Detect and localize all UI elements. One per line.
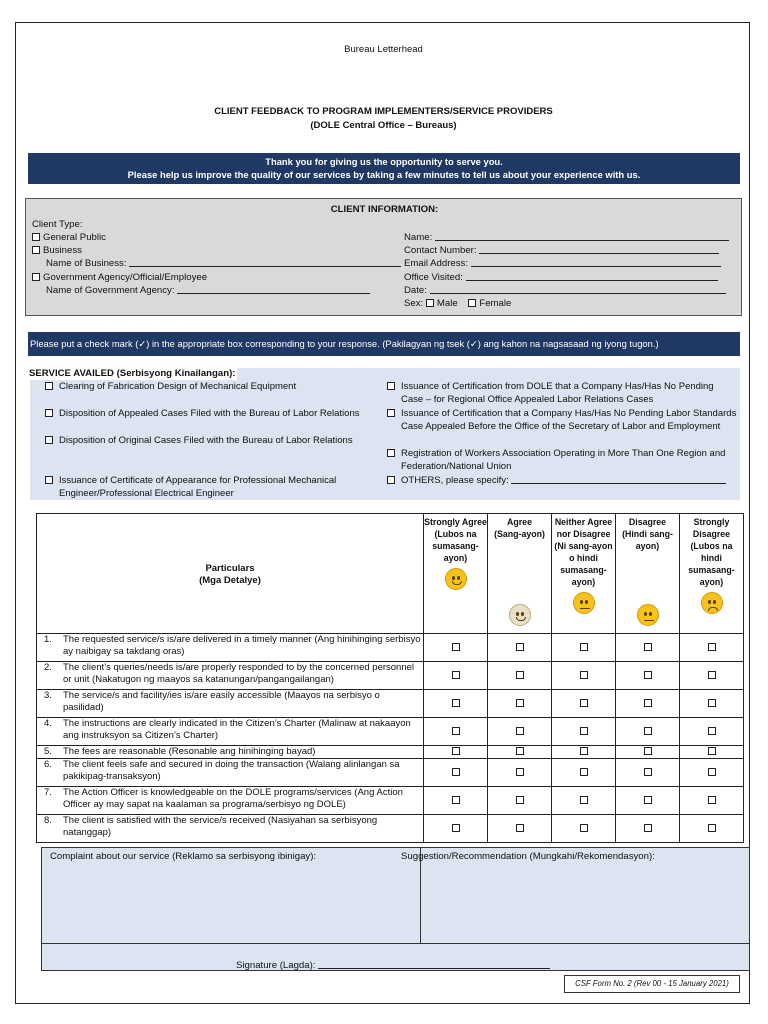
female-checkbox[interactable] [468, 299, 476, 307]
strongly-agree-header: Strongly Agree (Lubos na sumasang-ayon) [424, 514, 488, 634]
item-number: 2. [44, 662, 52, 673]
particular-cell [37, 634, 424, 662]
instruction-banner: Please put a check mark (✓) in the appropriate box corresponding to your response. (Pakilagyan ng tsek (✓) ang kahon na nagsasaad ng iyong tugon.) [28, 332, 740, 356]
rating-cell [680, 662, 744, 690]
rating-cell [616, 815, 680, 843]
rating-cell [488, 634, 552, 662]
suggestion-input[interactable] [426, 864, 744, 940]
table-row [37, 759, 744, 787]
rating-checkbox[interactable] [708, 727, 716, 735]
rating-checkbox[interactable] [644, 747, 652, 755]
rating-checkbox[interactable] [580, 727, 588, 735]
checkbox[interactable] [387, 409, 395, 417]
rating-checkbox[interactable] [708, 747, 716, 755]
rating-cell [616, 787, 680, 815]
rating-checkbox[interactable] [580, 768, 588, 776]
signature-field[interactable]: Signature (Lagda): [236, 959, 550, 972]
rating-checkbox[interactable] [708, 824, 716, 832]
rating-checkbox[interactable] [580, 796, 588, 804]
rating-checkbox[interactable] [516, 768, 524, 776]
client-type-business[interactable]: Business [32, 244, 82, 257]
rating-cell [552, 787, 616, 815]
rating-checkbox[interactable] [644, 768, 652, 776]
item-number: 4. [44, 718, 52, 729]
rating-cell [616, 718, 680, 746]
rating-cell [552, 718, 616, 746]
item-text: The client’s queries/needs is/are properly responded to by the concerned personnel or unit (Nakatugon ng maayos sa katanungan/pangangailangan) [63, 662, 415, 685]
checkbox[interactable] [32, 246, 40, 254]
rating-checkbox[interactable] [708, 643, 716, 651]
form-subtitle: (DOLE Central Office – Bureaus) [310, 120, 457, 131]
checkbox[interactable] [45, 382, 53, 390]
table-row [37, 690, 744, 718]
rating-cell [488, 690, 552, 718]
rating-checkbox[interactable] [516, 747, 524, 755]
item-number: 7. [44, 787, 52, 798]
rating-cell [616, 690, 680, 718]
item-text: The client is satisfied with the service/s received (Nasiyahan sa serbisyong natanggap) [63, 815, 378, 838]
checkbox[interactable] [45, 409, 53, 417]
letterhead: Bureau Letterhead [344, 44, 423, 55]
table-row [37, 662, 744, 690]
rating-cell [680, 690, 744, 718]
form-number: CSF Form No. 2 (Rev 00 - 15 January 2021) [564, 975, 740, 993]
name-field[interactable]: Name: [404, 231, 729, 244]
rating-checkbox[interactable] [580, 699, 588, 707]
office-visited-field[interactable]: Office Visited: [404, 271, 718, 284]
rating-cell [424, 662, 488, 690]
particulars-header: Particulars (Mga Detalye) [37, 514, 424, 634]
rating-cell [616, 634, 680, 662]
rating-checkbox[interactable] [644, 643, 652, 651]
rating-cell [488, 718, 552, 746]
sex-field: Sex: Male Female [404, 298, 512, 309]
client-type-label: Client Type: [32, 219, 83, 230]
complaint-label: Complaint about our service (Reklamo sa serbisyong ibinigay): [50, 851, 317, 862]
rating-cell [552, 690, 616, 718]
feedback-form-page [15, 22, 750, 1004]
rating-cell [424, 746, 488, 759]
particular-cell [37, 815, 424, 843]
item-text: The fees are reasonable (Resonable ang hinihinging bayad) [63, 746, 316, 757]
suggestion-label: Suggestion/Recommendation (Mungkahi/Rekomendasyon): [401, 851, 655, 862]
very-sad-face-icon [701, 592, 723, 614]
service-right-2[interactable]: Issuance of Certification that a Company Has/Has No Pending Labor Standards Case Appealed Before the Office of the Secretary of Labor and Employment [385, 407, 737, 433]
table-row [37, 746, 744, 759]
rating-cell [424, 787, 488, 815]
checkbox[interactable] [387, 449, 395, 457]
rating-checkbox[interactable] [516, 727, 524, 735]
service-left-3[interactable]: Disposition of Original Cases Filed with the Bureau of Labor Relations [43, 434, 363, 447]
service-right-1[interactable]: Issuance of Certification from DOLE that a Company Has/Has No Pending Case – for Regional Office Appealed Labor Relations Cases [385, 380, 737, 406]
item-number: 8. [44, 815, 52, 826]
table-row [37, 718, 744, 746]
client-info-heading: CLIENT INFORMATION: [330, 204, 439, 215]
rating-checkbox[interactable] [644, 727, 652, 735]
banner-line-1: Thank you for giving us the opportunity to serve you. [265, 156, 503, 167]
neither-header: Neither Agree nor Disagree (Ni sang-ayon o hindi sumasang-ayon) [552, 514, 616, 634]
checkbox[interactable] [32, 273, 40, 281]
rating-checkbox[interactable] [452, 796, 460, 804]
rating-cell [424, 815, 488, 843]
item-text: The requested service/s is/are delivered in a timely manner (Ang hinihinging serbisyo ay naibigay sa takdang oras) [63, 634, 421, 657]
agree-header: Agree (Sang-ayon) [488, 514, 552, 634]
rating-cell [424, 759, 488, 787]
contact-number-field[interactable]: Contact Number: [404, 244, 719, 257]
rating-checkbox[interactable] [644, 824, 652, 832]
rating-cell [616, 759, 680, 787]
rating-cell [680, 746, 744, 759]
rating-cell [488, 746, 552, 759]
rating-checkbox[interactable] [452, 699, 460, 707]
rating-cell [552, 634, 616, 662]
comments-box [41, 847, 750, 971]
item-number: 1. [44, 634, 52, 645]
item-text: The client feels safe and secured in doing the transaction (Walang alinlangan sa pakikipag-transaksyon) [63, 759, 400, 782]
item-number: 5. [44, 746, 52, 757]
rating-checkbox[interactable] [580, 747, 588, 755]
email-address-field[interactable]: Email Address: [404, 257, 721, 270]
rating-checkbox[interactable] [644, 699, 652, 707]
rating-cell [488, 787, 552, 815]
name-of-business-field[interactable]: Name of Business: [46, 257, 401, 270]
service-left-2[interactable]: Disposition of Appealed Cases Filed with the Bureau of Labor Relations [43, 407, 363, 420]
particular-cell [37, 662, 424, 690]
particular-cell [37, 746, 424, 759]
banner-line-2: Please help us improve the quality of our services by taking a few minutes to tell us about your experience with us. [127, 169, 641, 180]
service-left-4[interactable]: Issuance of Certificate of Appearance for Professional Mechanical Engineer/Professional Electrical Engineer [43, 474, 363, 500]
rating-cell [424, 718, 488, 746]
rating-cell [680, 634, 744, 662]
rating-cell [488, 662, 552, 690]
item-number: 6. [44, 759, 52, 770]
rating-checkbox[interactable] [452, 824, 460, 832]
rating-checkbox[interactable] [580, 824, 588, 832]
date-field[interactable]: Date: [404, 284, 726, 297]
service-right-others[interactable]: OTHERS, please specify: [385, 474, 737, 487]
item-text: The service/s and facility/ies is/are easily accessible (Maayos na serbisyo o pasilidad) [63, 690, 380, 713]
particular-cell [37, 759, 424, 787]
item-text: The instructions are clearly indicated in the Citizen’s Charter (Malinaw at nakaayon ang instruksyon sa Citizen’s Charter) [63, 718, 411, 741]
rating-cell [552, 815, 616, 843]
rating-cell [680, 759, 744, 787]
rating-cell [680, 787, 744, 815]
service-right-3[interactable]: Registration of Workers Association Operating in More Than One Region and Federation/National Union [385, 447, 737, 473]
rating-checkbox[interactable] [516, 643, 524, 651]
rating-cell [680, 815, 744, 843]
rating-checkbox[interactable] [452, 747, 460, 755]
particular-cell [37, 690, 424, 718]
checkbox[interactable] [387, 382, 395, 390]
rating-checkbox[interactable] [516, 671, 524, 679]
client-information-box [25, 198, 742, 316]
rating-cell [616, 746, 680, 759]
service-left-1[interactable]: Clearing of Fabrication Design of Mechanical Equipment [43, 380, 363, 393]
rating-checkbox[interactable] [516, 699, 524, 707]
rating-cell [488, 759, 552, 787]
rating-checkbox[interactable] [644, 796, 652, 804]
rating-cell [424, 690, 488, 718]
rating-checkbox[interactable] [580, 643, 588, 651]
table-header-row [37, 514, 744, 634]
particular-cell [37, 718, 424, 746]
strongly-disagree-header: Strongly Disagree (Lubos na hindi sumasang-ayon) [680, 514, 744, 634]
rating-cell [552, 662, 616, 690]
rating-checkbox[interactable] [644, 671, 652, 679]
rating-cell [488, 815, 552, 843]
rating-checkbox[interactable] [452, 643, 460, 651]
form-title: CLIENT FEEDBACK TO PROGRAM IMPLEMENTERS/SERVICE PROVIDERS [214, 106, 553, 117]
item-text: The Action Officer is knowledgeable on the DOLE programs/services (Ang Action Officer ay may sapat na kaalaman sa programa/serbisyo ng DOLE) [63, 787, 403, 810]
rating-checkbox[interactable] [708, 768, 716, 776]
very-happy-face-icon [445, 568, 467, 590]
rating-checkbox[interactable] [708, 699, 716, 707]
rating-cell [680, 718, 744, 746]
rating-cell [616, 662, 680, 690]
checkbox[interactable] [45, 476, 53, 484]
checkbox[interactable] [45, 436, 53, 444]
name-of-government-agency-field[interactable]: Name of Government Agency: [46, 284, 370, 297]
table-row [37, 787, 744, 815]
rating-checkbox[interactable] [452, 727, 460, 735]
client-type-government[interactable]: Government Agency/Official/Employee [32, 271, 207, 284]
complaint-input[interactable] [50, 864, 414, 940]
service-availed-heading: SERVICE AVAILED (Serbisyong Kinailangan): [29, 368, 236, 379]
checkbox[interactable] [32, 233, 40, 241]
checkbox[interactable] [387, 476, 395, 484]
particular-cell [37, 787, 424, 815]
rating-checkbox[interactable] [452, 768, 460, 776]
rating-cell [424, 634, 488, 662]
rating-checkbox[interactable] [516, 796, 524, 804]
rating-checkbox[interactable] [708, 671, 716, 679]
table-row [37, 815, 744, 843]
item-number: 3. [44, 690, 52, 701]
disagree-header: Disagree (Hindi sang-ayon) [616, 514, 680, 634]
sad-face-icon [637, 604, 659, 626]
client-type-general-public[interactable]: General Public [32, 231, 106, 244]
male-checkbox[interactable] [426, 299, 434, 307]
rating-checkbox[interactable] [452, 671, 460, 679]
rating-cell [552, 746, 616, 759]
comments-divider-horizontal [42, 943, 749, 944]
feedback-table [36, 513, 744, 843]
rating-checkbox[interactable] [580, 671, 588, 679]
rating-checkbox[interactable] [708, 796, 716, 804]
neutral-face-icon [573, 592, 595, 614]
rating-checkbox[interactable] [516, 824, 524, 832]
happy-face-icon [509, 604, 531, 626]
thank-you-banner [28, 153, 740, 184]
table-row [37, 634, 744, 662]
rating-cell [552, 759, 616, 787]
